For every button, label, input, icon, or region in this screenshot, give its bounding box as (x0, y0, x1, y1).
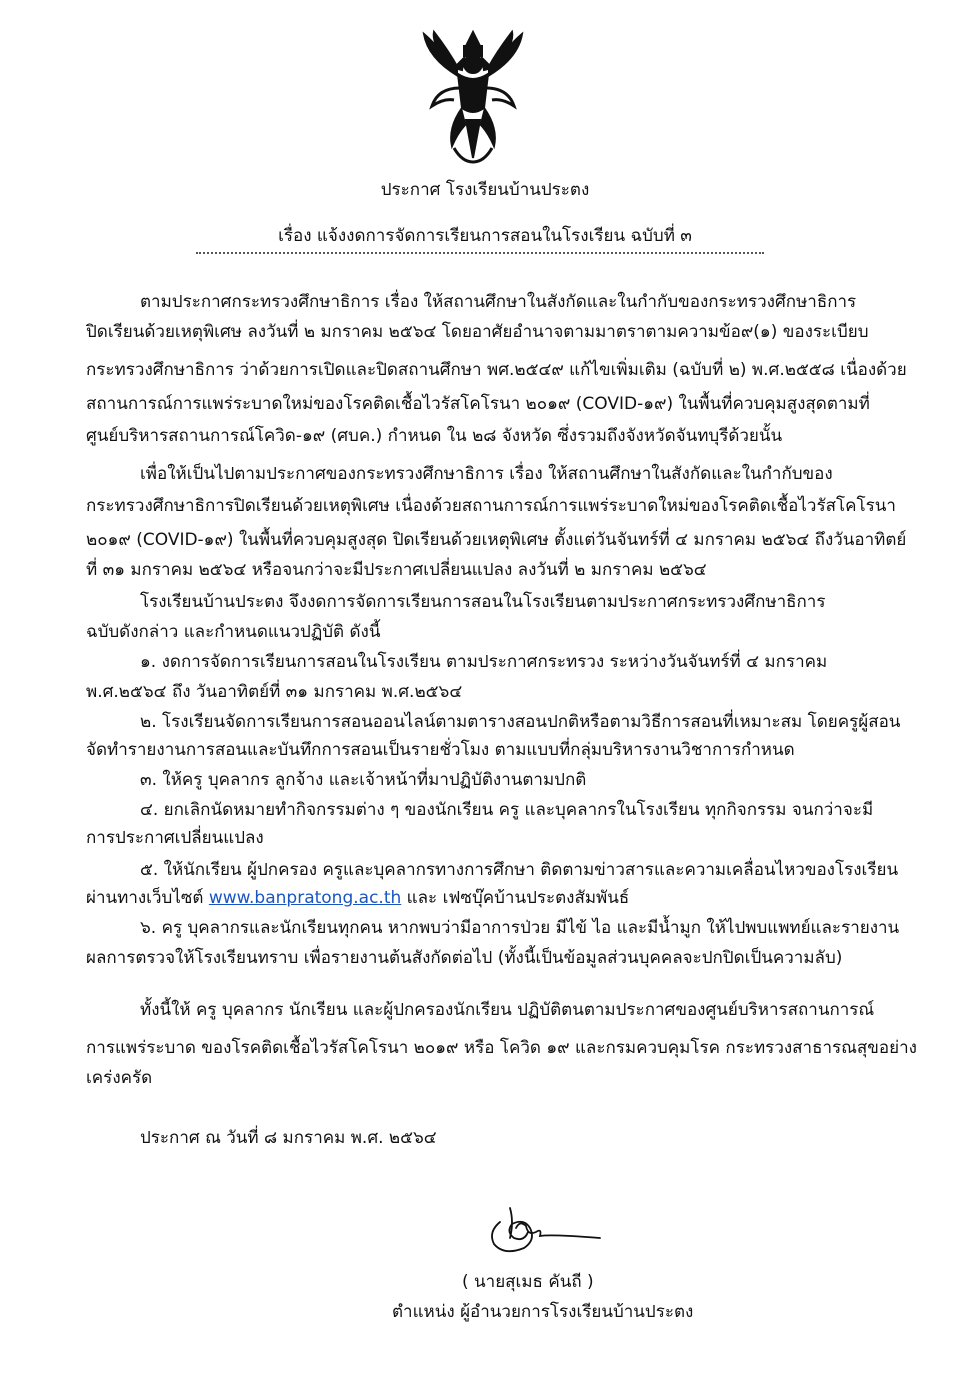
announcement-title: ประกาศ โรงเรียนบ้านประตง (380, 180, 590, 200)
announcement-subject: เรื่อง แจ้งงดการจัดการเรียนการสอนในโรงเรียน ฉบับที่ ๓ (278, 226, 692, 246)
school-website-link[interactable]: www.banpratong.ac.th (208, 888, 402, 908)
p1-line-5: ศูนย์บริหารสถานการณ์โควิด-๑๙ (ศบค.) กำหนด ใน ๒๘ จังหวัด ซึ่งรวมถึงจังหวัดจันทบุรีด้วยนั้น (86, 426, 783, 446)
announcement-date: ประกาศ ณ วันที่ ๘ มกราคม พ.ศ. ๒๕๖๔ (140, 1128, 437, 1148)
p3-line-1: โรงเรียนบ้านประตง จึงงดการจัดการเรียนการสอนในโรงเรียนตามประกาศกระทรวงศึกษาธิการ (140, 592, 826, 612)
closing-line-1: ทั้งนี้ให้ ครู บุคลากร นักเรียน และผู้ปกครองนักเรียน ปฏิบัติตนตามประกาศของศูนย์บริหารสถานการณ์ (140, 1000, 875, 1020)
item-4-line-1: ๔. ยกเลิกนัดหมายทำกิจกรรมต่าง ๆ ของนักเรียน ครู และบุคลากรในโรงเรียน ทุกกิจกรรม จนกว่าจะมี (140, 800, 874, 820)
item-4-line-2: การประกาศเปลี่ยนแปลง (86, 828, 264, 848)
garuda-emblem-icon (418, 28, 528, 168)
item-5-line-2 (86, 890, 629, 907)
signatory-position: ตำแหน่ง ผู้อำนวยการโรงเรียนบ้านประตง (392, 1302, 694, 1322)
item-5-prefix: ผ่านทางเว็บไซต์ (86, 888, 209, 908)
item-5-line-1: ๕. ให้นักเรียน ผู้ปกครอง ครูและบุคลากรทางการศึกษา ติดตามข่าวสารและความเคลื่อนไหวของโรงเรียน (140, 860, 899, 880)
item-2-line-1: ๒. โรงเรียนจัดการเรียนการสอนออนไลน์ตามตารางสอนปกติหรือตามวิธีการสอนที่เหมาะสม โดยครูผู้สอน (140, 712, 901, 732)
p1-line-1: ตามประกาศกระทรวงศึกษาธิการ เรื่อง ให้สถานศึกษาในสังกัดและในกำกับของกระทรวงศึกษาธิการ (140, 292, 857, 312)
p1-line-3: กระทรวงศึกษาธิการ ว่าด้วยการเปิดและปิดสถานศึกษา พศ.๒๕๔๙ แก้ไขเพิ่มเติม (ฉบับที่ ๒) พ.ศ.๒๕๕๘ เนื่องด้วย (86, 360, 907, 380)
item-2-line-2: จัดทำรายงานการสอนและบันทึกการสอนเป็นรายชั่วโมง ตามแบบที่กลุ่มบริหารงานวิชาการกำหนด (86, 740, 795, 760)
signature-icon (480, 1192, 610, 1262)
separator-dotted-line (196, 252, 764, 254)
item-6-line-1: ๖. ครู บุคลากรและนักเรียนทุกคน หากพบว่ามีอาการป่วย มีไข้ ไอ และมีน้ำมูก ให้ไปพบแพทย์และรายงาน (140, 918, 900, 938)
item-6-line-2: ผลการตรวจให้โรงเรียนทราบ เพื่อรายงานต้นสังกัดต่อไป (ทั้งนี้เป็นข้อมูลส่วนบุคคลจะปกปิดเป็นความลับ) (86, 948, 843, 968)
p1-line-4: สถานการณ์การแพร่ระบาดใหม่ของโรคติดเชื้อไวรัสโคโรนา ๒๐๑๙ (COVID-๑๙) ในพื้นที่ควบคุมสูงสุดตามที่ (86, 394, 870, 414)
item-3: ๓. ให้ครู บุคลากร ลูกจ้าง และเจ้าหน้าที่มาปฏิบัติงานตามปกติ (140, 770, 587, 790)
p2-line-2: กระทรวงศึกษาธิการปิดเรียนด้วยเหตุพิเศษ เนื่องด้วยสถานการณ์การแพร่ระบาดใหม่ของโรคติดเชื้อไวรัสโคโรนา (86, 496, 896, 516)
p3-line-2: ฉบับดังกล่าว และกำหนดแนวปฏิบัติ ดังนี้ (86, 622, 381, 642)
closing-line-3: เคร่งครัด (86, 1068, 153, 1088)
p2-line-3: ๒๐๑๙ (COVID-๑๙) ในพื้นที่ควบคุมสูงสุด ปิดเรียนด้วยเหตุพิเศษ ตั้งแต่วันจันทร์ที่ ๔ มกราคม ๒๕๖๔ ถึงวันอาทิตย์ (86, 530, 907, 550)
p1-line-2: ปิดเรียนด้วยเหตุพิเศษ ลงวันที่ ๒ มกราคม ๒๕๖๔ โดยอาศัยอำนาจตามมาตราตามความข้อ๙(๑) ของระเบียบ (86, 322, 869, 342)
closing-line-2: การแพร่ระบาด ของโรคติดเชื้อไวรัสโคโรนา ๒๐๑๙ หรือ โควิด ๑๙ และกรมควบคุมโรค กระทรวงสาธารณสุขอย่าง (86, 1038, 917, 1058)
item-5-suffix: และ เฟซบุ๊คบ้านประตงสัมพันธ์ (401, 888, 630, 908)
item-1-line-2: พ.ศ.๒๕๖๔ ถึง วันอาทิตย์ที่ ๓๑ มกราคม พ.ศ.๒๕๖๔ (86, 682, 463, 702)
p2-line-1: เพื่อให้เป็นไปตามประกาศของกระทรวงศึกษาธิการ เรื่อง ให้สถานศึกษาในสังกัดและในกำกับของ (140, 464, 833, 484)
item-1-line-1: ๑. งดการจัดการเรียนการสอนในโรงเรียน ตามประกาศกระทรวง ระหว่างวันจันทร์ที่ ๔ มกราคม (140, 652, 828, 672)
signatory-name: ( นายสุเมธ คันถี ) (462, 1272, 594, 1292)
p2-line-4: ที่ ๓๑ มกราคม ๒๕๖๔ หรือจนกว่าจะมีประกาศเปลี่ยนแปลง ลงวันที่ ๒ มกราคม ๒๕๖๔ (86, 560, 707, 580)
